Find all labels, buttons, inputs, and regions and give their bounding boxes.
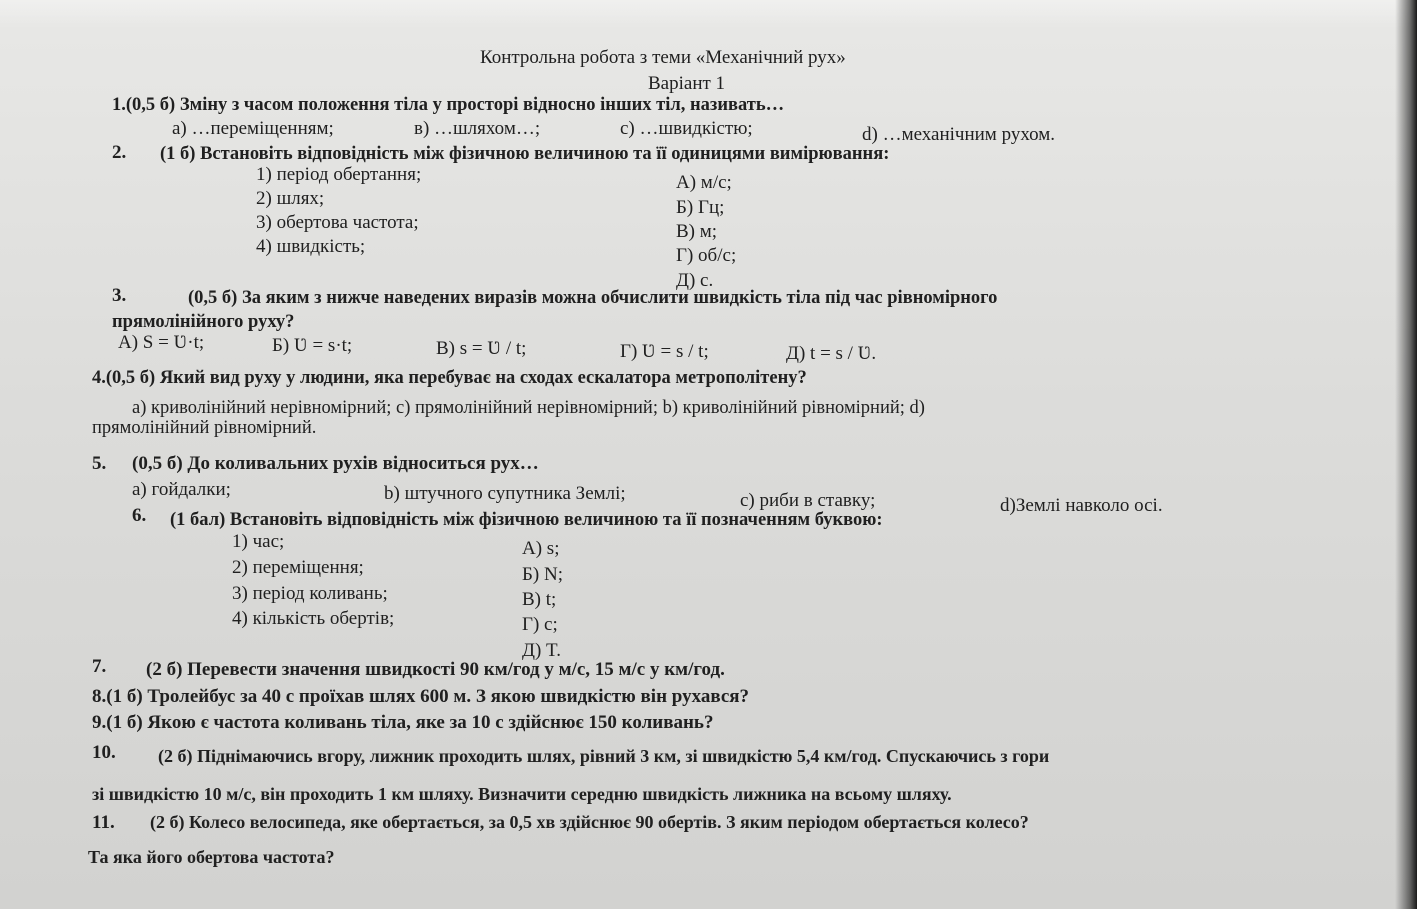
question-3-cont: прямолінійного руху? [112, 312, 295, 332]
question-6: (1 бал) Встановіть відповідність між фізичною величиною та її позначенням буквою: [170, 510, 883, 530]
question-11-cont: Та яка його обертова частота? [88, 847, 335, 867]
q6-right-b: Б) N; [522, 564, 563, 585]
q5-option-b: b) штучного супутника Землі; [384, 483, 626, 504]
q5-option-a: а) гойдалки; [132, 479, 231, 500]
question-3-number: 3. [112, 285, 127, 306]
q3-option-a: А) S = Ʋ·t; [118, 332, 205, 353]
question-10-number: 10. [92, 742, 116, 763]
q6-left-4: 4) кількість обертів; [232, 608, 395, 629]
q6-left-2: 2) переміщення; [232, 557, 364, 578]
q1-option-d: d) …механічним рухом. [862, 124, 1056, 145]
question-6-number: 6. [132, 505, 147, 526]
q3-option-b: Б) Ʋ = s·t; [272, 335, 353, 356]
q4-options-line2: прямолінійний рівномірний. [92, 418, 317, 438]
question-2: (1 б) Встановіть відповідність між фізичною величиною та її одиницями вимірювання: [160, 144, 890, 164]
page-title: Контрольна робота з теми «Механічний рух» [480, 47, 846, 68]
q3-option-c: В) s = Ʋ / t; [436, 338, 527, 359]
q6-right-a: А) s; [522, 538, 560, 559]
question-7: (2 б) Перевести значення швидкості 90 км/год у м/с, 15 м/с у км/год. [146, 659, 725, 680]
q3-option-e: Д) t = s / Ʋ. [786, 343, 877, 364]
q6-left-1: 1) час; [232, 531, 285, 552]
question-7-number: 7. [92, 656, 107, 677]
q2-left-1: 1) період обертання; [256, 164, 422, 185]
question-10-cont: зі швидкістю 10 м/с, він проходить 1 км шляху. Визначити середню швидкість лижника на всьому шляху. [92, 784, 952, 804]
question-11-number: 11. [92, 812, 115, 833]
q2-left-2: 2) шлях; [256, 188, 325, 209]
q6-left-3: 3) період коливань; [232, 583, 388, 604]
question-9: 9.(1 б) Якою є частота коливань тіла, яке за 10 с здійснює 150 коливань? [92, 712, 714, 733]
q6-right-e: Д) T. [522, 640, 561, 661]
question-5-number: 5. [92, 453, 107, 474]
paper-highlight [0, 0, 1417, 28]
q1-option-b: в) …шляхом…; [414, 118, 541, 139]
q5-option-d: d)Землі навколо осі. [1000, 495, 1163, 516]
question-8: 8.(1 б) Тролейбус за 40 с проїхав шлях 600 м. З якою швидкістю він рухався? [92, 686, 750, 707]
q1-option-a: а) …переміщенням; [172, 118, 334, 139]
q2-left-4: 4) швидкість; [256, 236, 366, 257]
q2-right-e: Д) с. [676, 270, 714, 291]
question-2-number: 2. [112, 142, 127, 163]
variant-label: Варіант 1 [648, 73, 726, 94]
q6-right-c: В) t; [522, 589, 557, 610]
q2-right-a: А) м/с; [676, 172, 732, 193]
q3-option-d: Г) Ʋ = s / t; [620, 341, 709, 362]
q2-right-b: Б) Гц; [676, 197, 725, 218]
question-11: (2 б) Колесо велосипеда, яке обертається, за 0,5 хв здійснює 90 обертів. З яким періодом обертається колесо? [150, 812, 1029, 832]
q1-option-c: с) …швидкістю; [620, 118, 753, 139]
q6-right-d: Г) c; [522, 614, 558, 635]
question-4: 4.(0,5 б) Який вид руху у людини, яка перебуває на сходах ескалатора метрополітену? [92, 368, 807, 388]
q4-options-line1: а) криволінійний нерівномірний; с) прямолінійний нерівномірний; b) криволінійний рівномірний; d) [132, 398, 925, 418]
q2-left-3: 3) обертова частота; [256, 212, 419, 233]
question-5: (0,5 б) До коливальних рухів відноситься рух… [132, 453, 539, 474]
q2-right-d: Г) об/с; [676, 245, 737, 266]
question-3: (0,5 б) За яким з нижче наведених виразів можна обчислити швидкість тіла під час рівномірного [188, 288, 998, 308]
page-shadow-edge [1395, 0, 1417, 909]
q5-option-c: с) риби в ставку; [740, 490, 876, 511]
q2-right-c: В) м; [676, 221, 718, 242]
question-10: (2 б) Піднімаючись вгору, лижник проходить шлях, рівний 3 км, зі швидкістю 5,4 км/год. Спускаючись з гори [158, 746, 1050, 766]
question-1: 1.(0,5 б) Зміну з часом положення тіла у просторі відносно інших тіл, називать… [112, 95, 785, 115]
